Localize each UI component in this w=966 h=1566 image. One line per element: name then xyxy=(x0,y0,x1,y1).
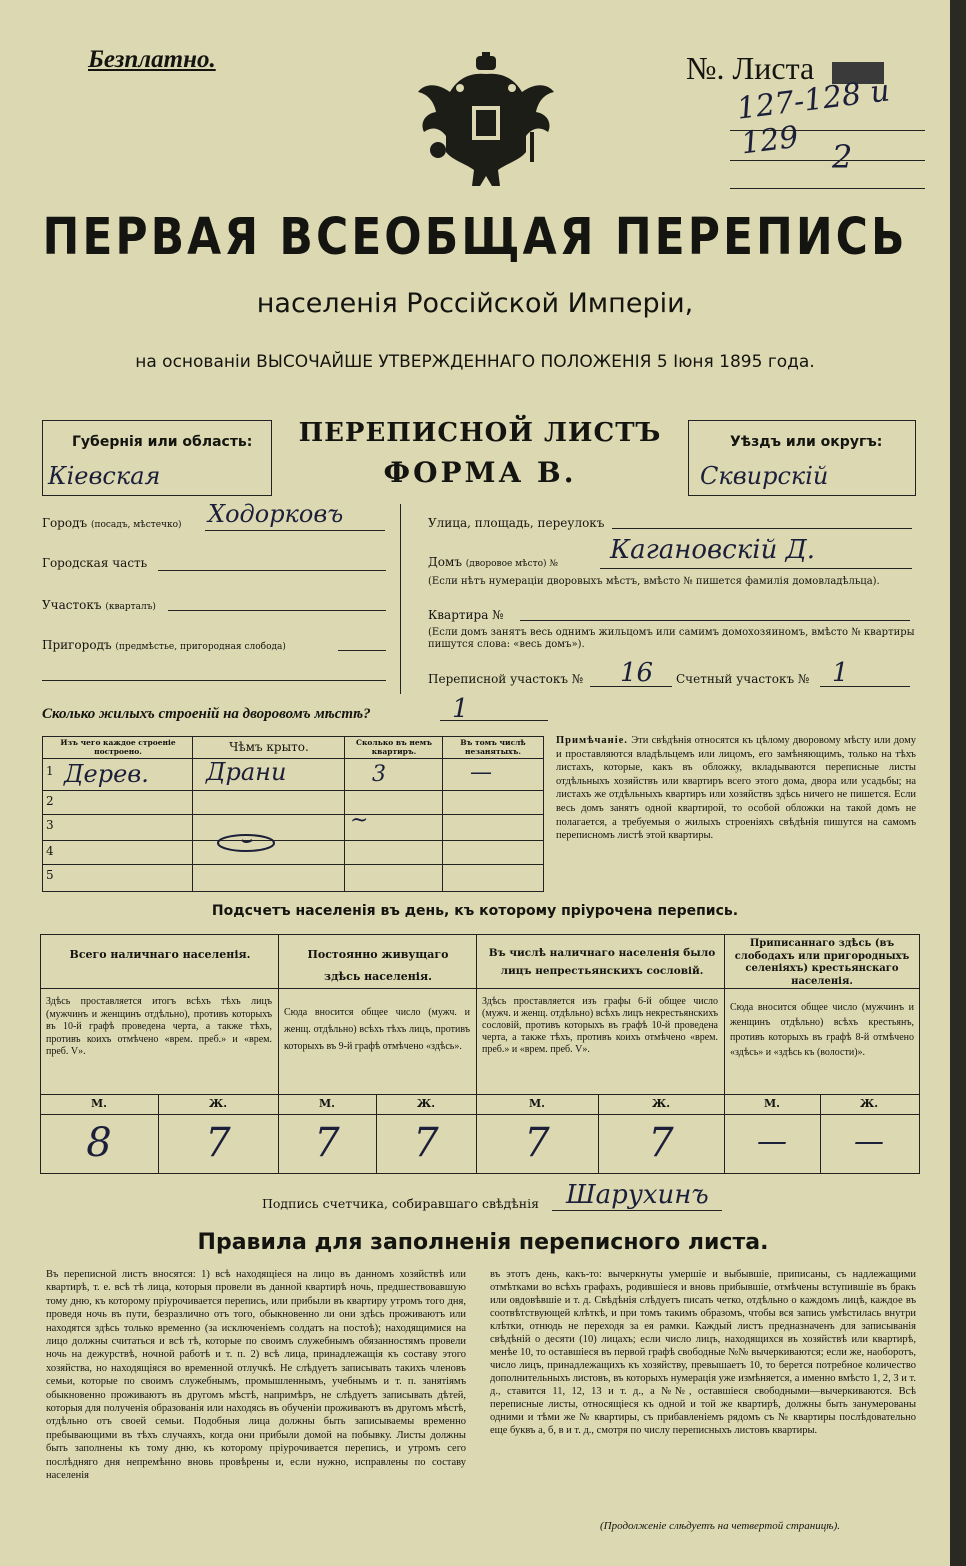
permanent-male-value: 7 xyxy=(314,1120,340,1166)
population-col-header: Приписаннаго здѣсь (въ слободахъ или пригородныхъ селеніяхъ) крестьянскаго населенія. xyxy=(734,938,910,987)
total-male-value: 8 xyxy=(86,1120,112,1166)
sheet-title: ПЕРЕПИСНОЙ ЛИСТЪ xyxy=(298,418,662,448)
apts-value: 3 xyxy=(372,762,386,787)
male-label: М. xyxy=(318,1097,335,1110)
female-label: Ж. xyxy=(651,1097,671,1110)
city-label: Городъ (посадъ, мѣстечко) xyxy=(42,516,182,530)
nonpeasant-male-value: 7 xyxy=(524,1120,550,1166)
uezd-label: Уѣздъ или округъ: xyxy=(730,434,883,450)
col-empty-header: Въ томъ числѣ незанятыхъ. xyxy=(460,738,526,756)
free-label: Безплатно. xyxy=(88,46,216,73)
peasant-female-value: — xyxy=(854,1124,884,1159)
material-value: Дерев. xyxy=(64,760,149,788)
signature-value: Шарухинъ xyxy=(566,1180,709,1210)
signature-label: Подпись счетчика, собиравшаго свѣдѣнія xyxy=(262,1196,539,1211)
rules-left-column: Въ переписной листъ вносятся: 1) всѣ находящіеся на лицо въ данномъ хозяйствѣ или квартирѣ, т. е. всѣ тѣ лица, которыя провели въ данной квартирѣ ночь, предшествовавшую тому дню, къ которому пріурочивается перепись, или прибыли въ квартиру утромъ того дня, проведя ночь въ пути, безразлично отъ того, обыкновенно ли они здѣсь проживаютъ или находятся здѣсь только временно (за исключеніемъ солдатъ на постоѣ); находящимися на лицо должны считаться и всѣ тѣ, которые по своимъ служебнымъ обязанностямъ провели ночь на дежурствѣ, ночной работѣ и т. п. 2) всѣ лица, принадлежащія къ составу этого хозяйства, но находящіяся во временной отлучкѣ. Не слѣдуетъ записывать такихъ членовъ семьи, которые по своимъ служебнымъ, промышленнымъ, учебнымъ и т. п. занятіямъ обыкновенно проживаютъ въ другомъ мѣстѣ, напримѣръ, не слѣдуетъ записывать дѣтей, которыя для полученія образованія или находясь въ обученіи проживаютъ въ другомъ мѣстѣ, отдѣльно отъ своей семьи. Подобныя лица должны быть записываемы временно пребывающими въ тѣхъ случаяхъ, когда они прибыли домой на побывку. Листы должны быть заполнены къ тому дню, къ которому пріурочивается перепись, и утромъ сего послѣдняго дня непремѣнно вновь провѣрены и, если нужно, исправлены по составу населенія xyxy=(46,1269,466,1482)
male-label: М. xyxy=(763,1097,780,1110)
permanent-female-value: 7 xyxy=(413,1120,439,1166)
total-female-value: 7 xyxy=(205,1120,231,1166)
nonpeasant-female-value: 7 xyxy=(648,1120,674,1166)
street-label: Улица, площадь, переулокъ xyxy=(428,516,605,530)
rules-title: Правила для заполненія переписного листа. xyxy=(197,1230,769,1255)
population-col-header: Всего наличнаго населенія. xyxy=(69,948,251,961)
row-number: 2 xyxy=(46,794,54,808)
row-number: 5 xyxy=(46,868,54,882)
population-col-header: Постоянно живущаго здѣсь населенія. xyxy=(307,948,449,983)
row-number: 4 xyxy=(46,844,54,858)
buildings-note xyxy=(556,734,916,843)
sheet-number-sub: 2 xyxy=(832,138,853,176)
count-district-label: Счетный участокъ № xyxy=(676,672,810,686)
gubernia-value: Кіевская xyxy=(48,462,161,490)
population-col-desc: Сюда вносится общее число (мужч. и женщ. отдѣльно) всѣхъ тѣхъ лицъ, противъ которыхъ въ 9-й графѣ отмѣчено «здѣсь». xyxy=(284,1007,470,1052)
suburb-label: Пригородъ (предмѣстье, пригородная слобода) xyxy=(42,638,286,652)
page-edge xyxy=(950,0,966,1566)
row-number: 1 xyxy=(46,764,54,778)
census-district-label: Переписной участокъ № xyxy=(428,672,584,686)
col-roof-header: Чѣмъ крыто. xyxy=(229,740,309,754)
male-label: М. xyxy=(90,1097,107,1110)
empty-value: — xyxy=(470,760,492,785)
buildings-question: Сколько жилыхъ строеній на дворовомъ мѣстѣ? xyxy=(42,706,371,722)
scribble-mark xyxy=(214,830,284,856)
sheet-number-value: 127-128 и 129 xyxy=(735,73,892,162)
apts-value: ~ xyxy=(350,808,369,833)
col-material-header: Изъ чего каждое строеніе построено. xyxy=(60,738,176,756)
count-district-value: 1 xyxy=(832,658,849,688)
buildings-answer: 1 xyxy=(452,694,469,724)
population-col-desc: Здѣсь проставляется изъ графы 6-й общее число (мужч. и женщ. отдѣльно) всѣхъ лицъ некрестьянскихъ сословій, противъ которыхъ въ графѣ 10-й проведена черта, а также тѣхъ, противъ коихъ отмѣчено «врем. преб.» и «врем. преб. V». xyxy=(482,996,718,1055)
sheet-number-label: №. Листа xyxy=(686,50,815,86)
note-text: Эти свѣдѣнія относятся къ цѣлому дворовому мѣсту или дому и проставляются владѣльцемъ или лицомъ, его замѣняющимъ, только на тѣхъ листахъ, которые, какъ въ обложку, вкладываются переписные листы отдѣльныхъ хозяйствъ или квартиръ всего этого дома, двора или усадьбы; на листахъ же отдѣльныхъ квартиръ или хозяйствъ здѣсь ничего не пишется. Если весь домъ занятъ одной квартирой, то особой обложки на такой домъ не полагается, а требуемыя о жилыхъ строеніяхъ свѣдѣнія пишутся на самомъ переписномъ листѣ этой квартиры. xyxy=(556,735,916,842)
female-label: Ж. xyxy=(859,1097,879,1110)
house-note: (Если нѣтъ нумераціи дворовыхъ мѣстъ, вмѣсто № пишется фамилія домовладѣльца). xyxy=(428,576,880,587)
male-label: М. xyxy=(528,1097,545,1110)
rules-continuation: (Продолженіе слѣдуетъ на четвертой страницѣ). xyxy=(600,1520,840,1532)
population-col-header: Въ числѣ наличнаго населенія было лицъ непрестьянскихъ сословій. xyxy=(488,947,716,977)
apartment-note: (Если домъ занятъ весь однимъ жильцомъ или самимъ домохозяиномъ, вмѣсто № квартиры пишутся слова: «весь домъ»). xyxy=(428,627,915,650)
rules-right-column: въ этотъ день, какъ-то: вычеркнуты умершіе и выбывшіе, приписаны, съ надлежащими отмѣтками во всѣхъ графахъ, родившіеся и вновь прибывшіе, отмѣчены вступившіе въ бракъ или овдовѣвшіе и т. д. Свѣдѣнія слѣдуетъ писать четко, отдѣльно о каждомъ лицѣ, каждое въ соотвѣтствующей клѣткѣ, и при томъ такимъ образомъ, чтобы вся запись умѣстилась внутри клѣтки, отнюдь не переходя за ея рамки. Каждый листъ предназначенъ для записыванія свѣдѣній о десяти (10) лицахъ; если число лицъ, находящихся въ хозяйствѣ или квартирѣ, менѣе 10, то оставшіеся въ первой графѣ свободные №№ вычеркиваются; если же, наоборотъ, число лицъ, принадлежащихъ къ хозяйству, превышаетъ 10, то берется потребное количество дополнительныхъ листовъ, въ которыхъ нумерація уже измѣняется, а именно вмѣсто 1, 2, 3 и т. д., ставится 11, 12, 13 и т. д., а №№, оставшіеся свободными—вычеркиваются. Всѣ переписные листы, относящіеся къ одной и той же квартирѣ, должны быть занумерованы одними и тѣми же № квартиры, съ прибавленіемъ рядомъ съ № квартиры послѣдовательно еще буквъ а, б, в и т. д., смотря по числу переписныхъ листовъ квартиры. xyxy=(490,1269,916,1436)
female-label: Ж. xyxy=(208,1097,228,1110)
col-apts-header: Сколько въ немъ квартиръ. xyxy=(356,738,432,756)
form-name: ФОРМА В. xyxy=(383,456,577,489)
population-title: Подсчетъ населенія въ день, къ которому пріурочена перепись. xyxy=(211,903,739,919)
apartment-label: Квартира № xyxy=(428,608,504,622)
house-value: Кагановскій Д. xyxy=(610,535,815,565)
note-heading: Примѣчаніе. xyxy=(556,735,628,746)
female-label: Ж. xyxy=(416,1097,436,1110)
page-title: ПЕРВАЯ ВСЕОБЩАЯ ПЕРЕПИСЬ xyxy=(42,208,908,267)
page-subtitle: населенія Россійской Имперіи, xyxy=(256,288,694,319)
census-district-value: 16 xyxy=(620,658,654,688)
row-number: 3 xyxy=(46,818,54,832)
city-value: Ходорковъ xyxy=(208,500,344,528)
gubernia-label: Губернія или область: xyxy=(72,434,253,450)
basis-line: на основаніи ВЫСОЧАЙШЕ УТВЕРЖДЕННАГО ПОЛОЖЕНІЯ 5 Іюня 1895 года. xyxy=(135,352,815,372)
population-col-desc: Сюда вносится общее число (мужчинъ и женщинъ отдѣльно) всѣхъ крестьянъ, противъ которыхъ въ графѣ 8-й отмѣчено «здѣсь» и «здѣсь къ (волости)». xyxy=(730,1002,914,1058)
uezd-value: Сквирскій xyxy=(700,462,829,490)
peasant-male-value: — xyxy=(757,1124,787,1159)
house-label: Домъ (дворовое мѣсто) № xyxy=(428,555,558,569)
roof-value: Драни xyxy=(206,758,287,786)
district-label: Участокъ (кварталъ) xyxy=(42,598,156,612)
population-col-desc: Здѣсь проставляется итогъ всѣхъ тѣхъ лицъ (мужчинъ и женщинъ отдѣльно), противъ которыхъ въ 10-й графѣ проведена черта, а также тѣхъ, противъ коихъ отмѣчено «врем. преб.» и «врем. преб. V». xyxy=(46,996,272,1058)
city-part-label: Городская часть xyxy=(42,556,148,570)
double-headed-eagle-icon xyxy=(416,52,556,192)
